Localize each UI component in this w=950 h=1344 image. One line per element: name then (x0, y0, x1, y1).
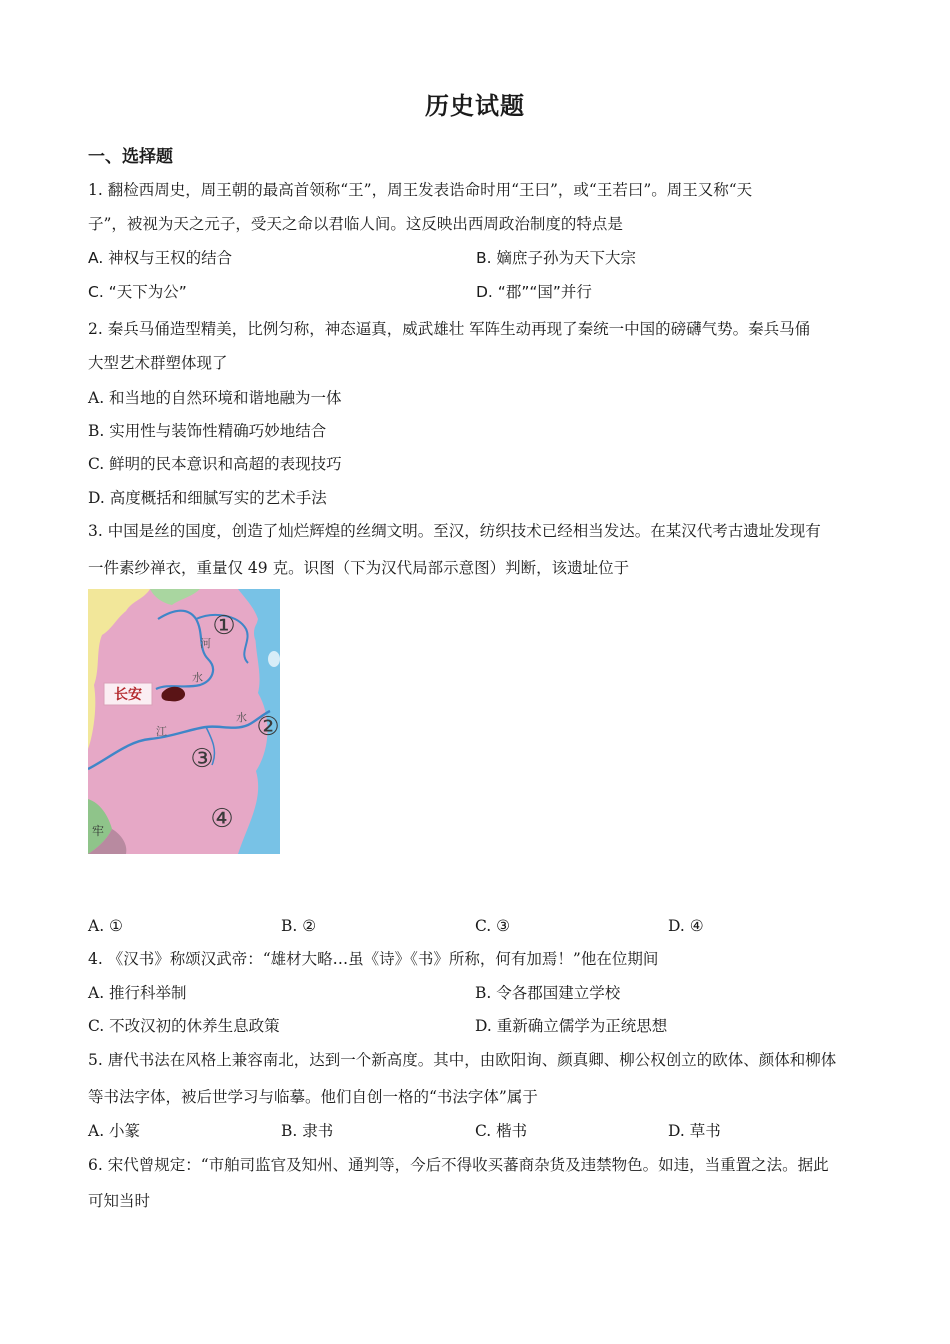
q1-option-a: A. 神权与王权的结合 (88, 249, 233, 267)
q3-option-a: A. ① (88, 917, 123, 935)
q1-stem-line2: 子”，被视为天之元子，受天之命以君临人间。这反映出西周政治制度的特点是 (88, 215, 623, 233)
q2-stem-line1: 2. 秦兵马俑造型精美，比例匀称，神态逼真，威武雄壮 军阵生动再现了秦统一中国的磅礴气势。秦兵马俑 (88, 320, 811, 338)
q2-option-d: D. 高度概括和细腻写实的艺术手法 (88, 489, 327, 507)
map-corner-label: 牢 (92, 824, 105, 838)
q4-option-d: D. 重新确立儒学为正统思想 (475, 1017, 668, 1035)
marker-2: ② (256, 712, 280, 742)
q1-option-d: D. “郡”“国”并行 (476, 283, 592, 301)
river2-label-a: 江 (156, 725, 167, 738)
q6-stem-line2: 可知当时 (88, 1192, 151, 1210)
q3-stem-line1: 3. 中国是丝的国度，创造了灿烂辉煌的丝绸文明。至汉，纺织技术已经相当发达。在某汉代考古遗址发现有 (88, 522, 821, 540)
marker-1: ① (212, 611, 236, 641)
q4-stem-line1: 4. 《汉书》称颂汉武帝：“雄材大略…虽《诗》《书》所称，何有加焉！”他在位期间 (88, 950, 659, 968)
marker-4: ④ (210, 804, 234, 834)
q3-option-c: C. ③ (475, 917, 511, 935)
q2-stem-line2: 大型艺术群塑体现了 (88, 354, 228, 372)
q5-option-d: D. 草书 (668, 1122, 721, 1140)
marker-3: ③ (190, 744, 214, 774)
q5-stem-line1: 5. 唐代书法在风格上兼容南北，达到一个新高度。其中，由欧阳询、颜真卿、柳公权创立的欧体、颜体和柳体 (88, 1051, 837, 1069)
q5-stem-line2: 等书法字体，被后世学习与临摹。他们自创一格的“书法字体”属于 (88, 1088, 538, 1106)
section-heading: 一、选择题 (88, 147, 173, 167)
q1-option-c: C. “天下为公” (88, 283, 187, 301)
q6-stem-line1: 6. 宋代曾规定：“市舶司监官及知州、通判等，今后不得收买蕃商杂货及违禁物色。如违，当重置之法。据此 (88, 1156, 829, 1174)
q2-option-c: C. 鲜明的民本意识和高超的表现技巧 (88, 455, 342, 473)
q4-option-a: A. 推行科举制 (88, 984, 187, 1002)
q3-option-b: B. ② (281, 917, 317, 935)
q1-option-b: B. 嫡庶子孙为天下大宗 (476, 249, 636, 267)
changan-label: 长安 (114, 687, 142, 703)
page-title: 历史试题 (425, 91, 525, 120)
q5-option-a: A. 小篆 (88, 1122, 141, 1140)
q2-option-a: A. 和当地的自然环境和谐地融为一体 (88, 389, 342, 407)
q4-option-c: C. 不改汉初的休养生息政策 (88, 1017, 280, 1035)
q2-option-b: B. 实用性与装饰性精确巧妙地结合 (88, 422, 327, 440)
river2-label-b: 水 (236, 711, 247, 724)
q3-stem-line2: 一件素纱禅衣，重量仅 49 克。识图（下为汉代局部示意图）判断，该遗址位于 (88, 559, 630, 577)
q4-option-b: B. 令各郡国建立学校 (475, 984, 621, 1002)
q5-option-c: C. 楷书 (475, 1122, 528, 1140)
river1-label-a: 河 (200, 637, 211, 650)
q3-option-d: D. ④ (668, 917, 704, 935)
map-land (88, 589, 280, 854)
han-dynasty-map (88, 589, 280, 854)
river1-label-b: 水 (192, 671, 203, 684)
q5-option-b: B. 隶书 (281, 1122, 334, 1140)
q1-stem-line1: 1. 翻检西周史，周王朝的最高首领称“王”，周王发表诰命时用“王曰”，或“王若曰”。周王又称“天 (88, 181, 753, 199)
